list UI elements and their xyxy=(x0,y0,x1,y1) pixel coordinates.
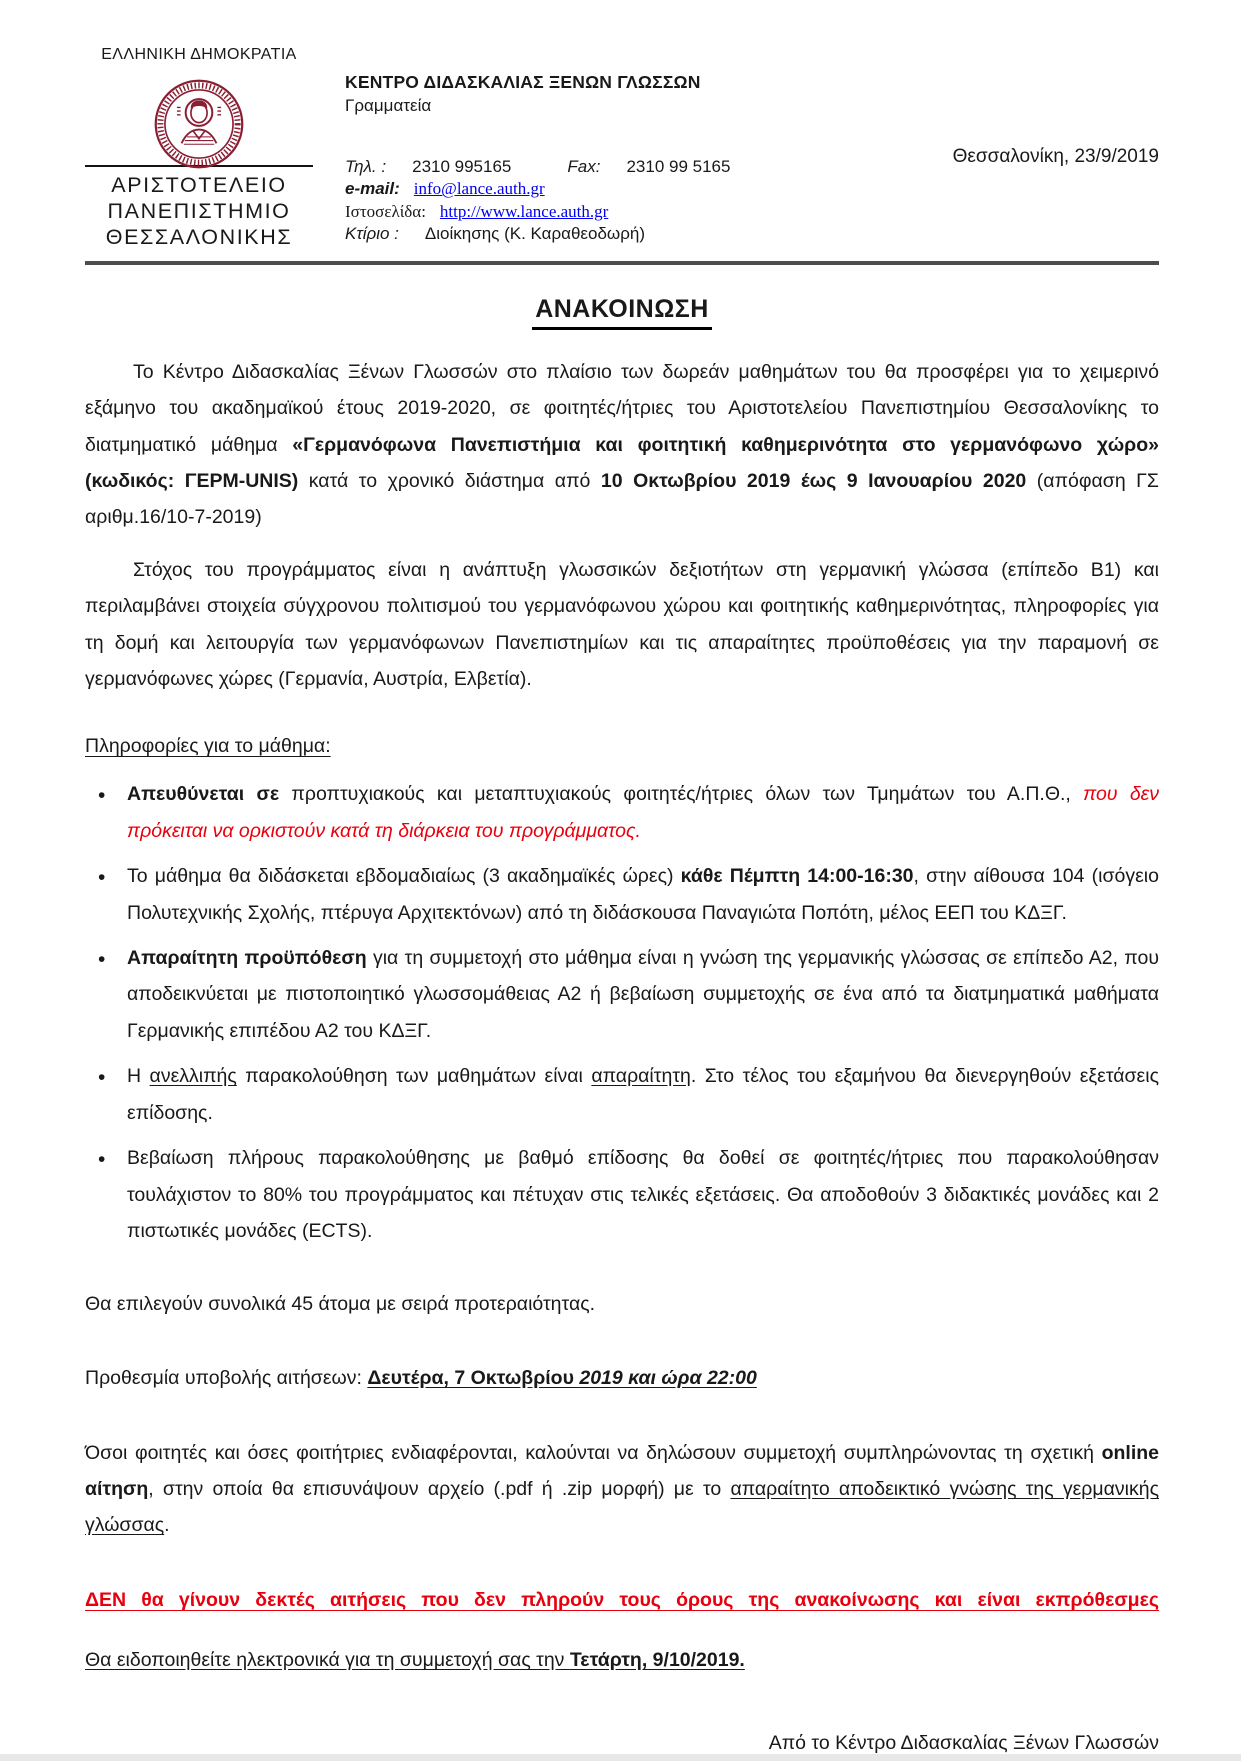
website-link[interactable]: http://www.lance.auth.gr xyxy=(439,201,609,221)
course-title-run: «Γερμανόφωνα Πανεπιστήμια και φοιτητική καθημερινότητα στο γερμανόφωνο χώρο» (κωδικός: ΓΕΡΜ-UNIS) xyxy=(85,433,1159,493)
deadline-value xyxy=(367,1367,757,1389)
text-run: , στην οποία θα επισυνάψουν αρχείο (.pdf ή .zip μορφή) με το xyxy=(148,1477,731,1500)
email-link[interactable]: info@lance.auth.gr xyxy=(413,179,545,199)
letterhead xyxy=(85,46,1159,251)
selection-paragraph: Θα επιλεγούν συνολικά 45 άτομα με σειρά προτεραιότητας. xyxy=(85,1292,596,1315)
text-run: Απαραίτητη προϋπόθεση xyxy=(127,947,367,969)
contact-row-website xyxy=(345,201,1159,223)
text-run: Απευθύνεται σε xyxy=(127,783,292,806)
apply-paragraph xyxy=(85,1435,1159,1544)
text-run: . xyxy=(164,1514,170,1537)
text-run: κατά το χρονικό διάστημα από xyxy=(298,470,601,493)
text-run: ανελλιπής xyxy=(149,1065,237,1088)
header-divider xyxy=(85,261,1159,265)
list-item: • Βεβαίωση πλήρους παρακολούθησης με βαθμό επίδοσης θα δοθεί σε φοιτητές/ήτριες που παρακολούθησαν τουλάχιστον το 80% του προγράμματος και πέτυχαν στις τελικές εξετάσεις. Θα αποδοθούν 3 διδακτικές μονάδες και 2 πιστωτικές μονάδες (ECTS). xyxy=(85,1140,1159,1249)
department-name: ΚΕΝΤΡΟ ΔΙΔΑΣΚΑΛΙΑΣ ΞΕΝΩΝ ΓΛΩΣΣΩΝ xyxy=(345,72,701,92)
text-run: Προθεσμία υποβολής αιτήσεων: xyxy=(85,1367,368,1390)
page-title: ΑΝΑΚΟΙΝΩΣΗ xyxy=(532,295,712,330)
text-run: , στην αίθουσα 104 (ισόγειο Πολυτεχνικής Σχολής, πτέρυγα Αρχιτεκτόνων) από τη διδάσκουσα Παναγιώτα Ποπότη, μέλος ΕΕΠ του ΚΔΞΓ. xyxy=(127,865,1159,924)
notification-text xyxy=(85,1649,745,1671)
hellenic-republic-label: ΕΛΛΗΝΙΚΗ ΔΗΜΟΚΡΑΤΙΑ xyxy=(101,46,297,63)
document-date: Θεσσαλονίκη, 23/9/2019 xyxy=(952,146,1159,167)
contact-row-building xyxy=(345,223,1159,245)
university-name-line: ΑΡΙΣΤΟΤΕΛΕΙΟ xyxy=(111,173,287,197)
text-run: προπτυχιακούς και μεταπτυχιακούς φοιτητές/ήτριες όλων των Τμημάτων του Α.Π.Θ., xyxy=(291,783,1084,806)
fax-value: 2310 99 5165 xyxy=(626,157,731,176)
document-body xyxy=(85,354,1159,1761)
fax-label: Fax: xyxy=(567,157,601,176)
contact-block xyxy=(345,156,1159,246)
university-name-line: ΘΕΣΣΑΛΟΝΙΚΗΣ xyxy=(105,225,293,250)
letterhead-left xyxy=(85,46,313,251)
deadline-paragraph xyxy=(85,1360,1159,1396)
building-label: Κτίριο : xyxy=(345,224,399,244)
info-section-heading: Πληροφορίες για το μάθημα: xyxy=(85,734,331,757)
text-run: Το Κέντρο Διδασκαλίας Ξένων Γλωσσών στο πλαίσιο των δωρεάν μαθημάτων του θα προσφέρει για το χειμερινό εξάμηνο του ακαδημαϊκού έτους 2019-2020, σε φοιτητές/ήτριες του Αριστοτελείου Πανεπιστημίου Θεσσαλονίκης το διατμηματικό μάθημα xyxy=(85,360,1159,456)
website-label: Ιστοσελίδα: xyxy=(345,201,426,221)
online-application-run: online αίτηση xyxy=(85,1441,1159,1500)
email-label: e-mail: xyxy=(345,179,400,199)
text-run: παρακολούθηση των μαθημάτων είναι xyxy=(236,1065,592,1088)
goal-paragraph: Στόχος του προγράμματος είναι η ανάπτυξη γλωσσικών δεξιοτήτων στη γερμανική γλώσσα (επίπεδο Β1) και περιλαμβάνει στοιχεία σύγχρονου πολιτισμού του γερμανόφωνου χώρου και φοιτητικής καθημερινότητας, πληροφορίες για τη δομή και λειτουργία των γερμανόφωνων Πανεπιστημίων και τις απαραίτητες προϋποθέσεις για την παραμονή σε γερμανόφωνες χώρες (Γερμανία, Αυστρία, Ελβετία). xyxy=(85,558,1159,691)
university-name-line: ΠΑΝΕΠΙΣΤΗΜΙΟ xyxy=(107,199,291,224)
auth-university-seal-icon xyxy=(153,78,245,170)
closing-signature: Από το Κέντρο Διδασκαλίας Ξένων Γλωσσών xyxy=(768,1731,1159,1754)
text-run: Η xyxy=(127,1065,150,1088)
text-run: απαραίτητη xyxy=(591,1065,691,1088)
text-run: για τη συμμετοχή στο μάθημα είναι η γνώση της γερμανικής γλώσσας σε επίπεδο Α2, που αποδεικνύεται με πιστοποιητικό γλωσσομάθειας Α2 ή βεβαίωση συμμετοχής σε ένα από τα διατμηματικά μαθήματα Γερμανικής επιπέδου Α2 του ΚΔΞΓ. xyxy=(127,947,1159,1042)
office-name: Γραμματεία xyxy=(345,96,432,115)
warning-run: που δεν πρόκειται να ορκιστούν κατά τη διάρκεια του προγράμματος. xyxy=(127,783,1159,842)
tel-value: 2310 995165 xyxy=(412,157,512,176)
notification-paragraph xyxy=(85,1642,1159,1678)
text-run: απαραίτητο αποδεικτικό γνώσης της γερμανικής γλώσσας xyxy=(85,1477,1159,1537)
contact-row-email xyxy=(345,178,1159,200)
text-run: Δευτέρα, 7 Οκτωβρίου xyxy=(367,1367,580,1390)
text-run: . Στο τέλος του εξαμήνου θα διενεργηθούν εξετάσεις επίδοσης. xyxy=(127,1065,1159,1124)
university-name xyxy=(85,172,313,251)
text-run: Όσοι φοιτητές και όσες φοιτήτριες ενδιαφέρονται, καλούνται να δηλώσουν συμμετοχή συμπληρώνοντας τη σχετική xyxy=(85,1441,1102,1464)
text-run: (απόφαση ΓΣ αριθμ.16/10-7-2019) xyxy=(85,470,1159,529)
text-run: 2019 και ώρα 22:00 xyxy=(579,1367,757,1390)
notify-date-run: Τετάρτη, 9/10/2019. xyxy=(569,1649,745,1672)
tel-label: Τηλ. : xyxy=(345,157,387,176)
schedule-run: κάθε Πέμπτη 14:00-16:30 xyxy=(680,865,914,888)
intro-paragraph xyxy=(85,354,1159,536)
building-value: Διοίκησης (Κ. Καραθεοδωρή) xyxy=(424,224,645,244)
text-run: Θα ειδοποιηθείτε ηλεκτρονικά για τη συμμετοχή σας την xyxy=(85,1649,570,1672)
title-row xyxy=(85,295,1159,330)
info-list xyxy=(85,776,1159,1249)
rejection-warning: ΔΕΝ θα γίνουν δεκτές αιτήσεις που δεν πληρούν τους όρους της ανακοίνωσης και είναι εκπρόθεσμες xyxy=(85,1588,1159,1611)
course-dates-run: 10 Οκτωβρίου 2019 έως 9 Ιανουαρίου 2020 xyxy=(600,470,1027,493)
list-item xyxy=(85,940,1159,1049)
list-item xyxy=(85,1058,1159,1131)
list-item xyxy=(85,776,1159,849)
list-item xyxy=(85,858,1159,931)
text-run: Το μάθημα θα διδάσκεται εβδομαδιαίως (3 ακαδημαϊκές ώρες) xyxy=(127,865,681,888)
